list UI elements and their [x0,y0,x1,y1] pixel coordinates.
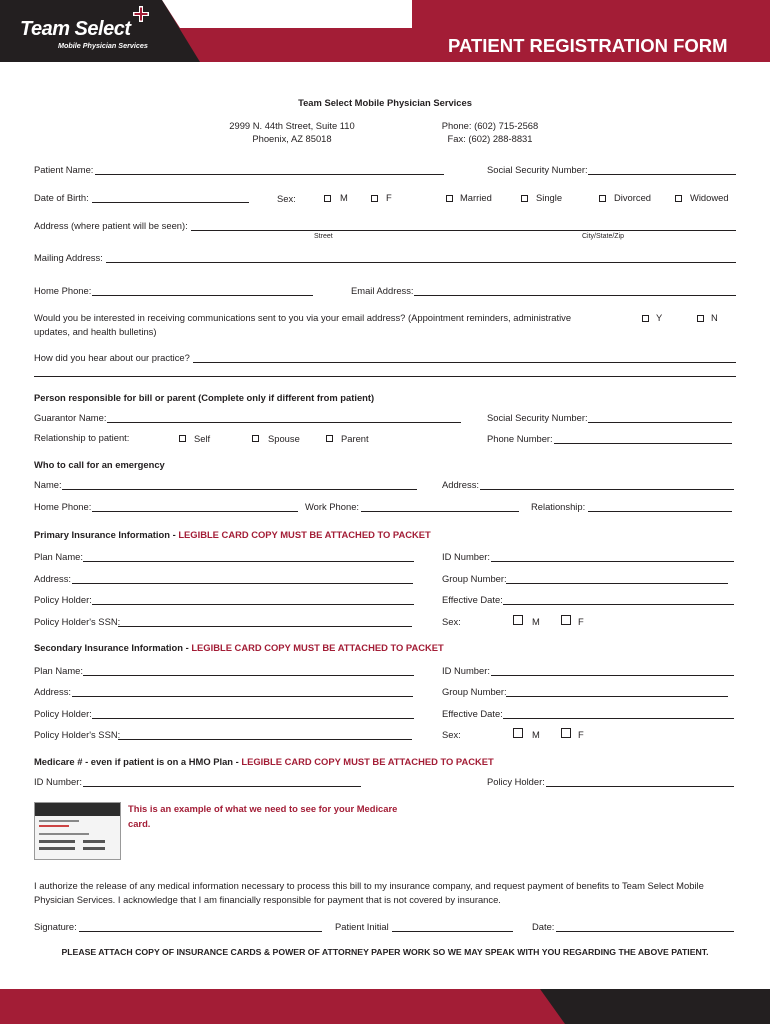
emergency-address-field[interactable] [480,489,734,490]
spouse-checkbox[interactable] [252,435,259,442]
email-yes-checkbox[interactable] [642,315,649,322]
patient-name-field[interactable] [95,174,444,175]
date-label: Date: [532,921,555,932]
parent-label: Parent [341,433,369,444]
emergency-name-label: Name: [34,479,62,490]
primary-effective-field[interactable] [503,604,734,605]
logo-tagline: Mobile Physician Services [58,41,148,50]
date-field[interactable] [556,931,734,932]
secondary-sex-label: Sex: [442,729,461,740]
address-label: Address (where patient will be seen): [34,220,188,231]
secondary-id-field[interactable] [491,675,734,676]
emergency-work-phone-field[interactable] [361,511,519,512]
primary-holder-ssn-field[interactable] [118,626,412,627]
secondary-insurance-heading [34,642,444,654]
medicare-holder-label: Policy Holder: [487,776,545,787]
secondary-holder-label: Policy Holder: [34,708,92,719]
primary-sex-m-checkbox[interactable] [513,615,523,625]
primary-holder-ssn-label: Policy Holder's SSN: [34,616,121,627]
primary-sex-f-checkbox[interactable] [561,615,571,625]
email-yes-label: Y [656,312,663,323]
org-street: 2999 N. 44th Street, Suite 110 [229,120,355,131]
guarantor-ssn-label: Social Security Number: [487,412,588,423]
primary-plan-field[interactable] [83,561,414,562]
secondary-holder-ssn-field[interactable] [118,739,412,740]
secondary-plan-field[interactable] [83,675,414,676]
primary-holder-field[interactable] [92,604,414,605]
emergency-address-label: Address: [442,479,479,490]
single-label: Single [536,192,563,203]
emergency-home-phone-label: Home Phone: [34,501,92,512]
referral-field[interactable] [193,362,736,363]
guarantor-phone-label: Phone Number: [487,433,553,444]
secondary-sex-m-label: M [532,729,540,740]
authorization-text-1: I authorize the release of any medical information necessary to process this bill to my insurance company, and request payment of benefits to Team Select Mobile [34,880,704,891]
medicare-heading [34,756,494,768]
self-label: Self [194,433,211,444]
primary-plan-label: Plan Name: [34,551,83,562]
medicare-card-line [83,847,105,850]
primary-effective-label: Effective Date: [442,594,503,605]
patient-name-label: Patient Name: [34,164,94,175]
secondary-holder-field[interactable] [92,718,414,719]
secondary-group-field[interactable] [506,696,728,697]
patient-initial-label: Patient Initial [335,921,389,932]
org-name: Team Select Mobile Physician Services [298,97,472,108]
secondary-group-label: Group Number: [442,686,507,697]
header-white-tab [162,0,412,28]
medicare-card-line [39,833,89,835]
sex-m-label: M [340,192,348,203]
dob-label: Date of Birth: [34,192,89,203]
medicare-example-note-2: card. [128,818,151,829]
secondary-id-label: ID Number: [442,665,490,676]
footer-instruction: PLEASE ATTACH COPY OF INSURANCE CARDS & POWER OF ATTORNEY PAPER WORK SO WE MAY SPEAK WITH YOU REGARDING THE ABOVE PATIENT. [61,947,709,957]
secondary-sex-f-label: F [578,729,584,740]
city-state-zip-caption: City/State/Zip [582,233,625,240]
dob-field[interactable] [92,202,249,203]
authorization-text-2: Physician Services. I acknowledge that I am financially responsible for payment that is not covered by insurance. [34,894,501,905]
sex-label: Sex: [277,193,296,204]
email-label: Email Address: [351,285,414,296]
referral-field-line-2[interactable] [34,376,736,377]
sex-f-checkbox[interactable] [371,195,378,202]
self-checkbox[interactable] [179,435,186,442]
guarantor-name-label: Guarantor Name: [34,412,107,423]
primary-group-field[interactable] [506,583,728,584]
primary-address-label: Address: [34,573,71,584]
widowed-checkbox[interactable] [675,195,682,202]
secondary-holder-ssn-label: Policy Holder's SSN: [34,729,121,740]
email-field[interactable] [414,295,736,296]
primary-id-field[interactable] [491,561,734,562]
org-phone: Phone: (602) 715-2568 [441,120,539,131]
guarantor-ssn-field[interactable] [588,422,732,423]
primary-address-field[interactable] [72,583,413,584]
secondary-effective-field[interactable] [503,718,734,719]
medicare-card-header-band [35,803,120,816]
medical-cross-icon [133,6,149,22]
primary-id-label: ID Number: [442,551,490,562]
medicare-card-example-image [34,802,121,860]
email-question-line-2: updates, and health bulletins) [34,326,157,337]
email-no-checkbox[interactable] [697,315,704,322]
secondary-address-label: Address: [34,686,71,697]
primary-group-label: Group Number: [442,573,507,584]
guarantor-name-field[interactable] [107,422,461,423]
medicare-card-line [83,840,105,843]
widowed-label: Widowed [690,192,729,203]
patient-ssn-label: Social Security Number: [487,164,588,175]
married-checkbox[interactable] [446,195,453,202]
primary-holder-label: Policy Holder: [34,594,92,605]
parent-checkbox[interactable] [326,435,333,442]
medicare-example-note-1: This is an example of what we need to see for your Medicare [128,803,398,814]
emergency-heading: Who to call for an emergency [34,459,165,470]
patient-initial-field[interactable] [392,931,513,932]
address-field[interactable] [191,230,736,231]
relationship-label: Relationship to patient: [34,432,130,443]
medicare-card-line [39,840,75,843]
home-phone-field[interactable] [92,295,313,296]
primary-sex-f-label: F [578,616,584,627]
medicare-card-line [39,820,79,822]
org-city: Phoenix, AZ 85018 [252,133,332,144]
referral-label: How did you hear about our practice? [34,352,190,363]
medicare-card-line [39,825,69,827]
sex-m-checkbox[interactable] [324,195,331,202]
divorced-label: Divorced [614,192,651,203]
street-caption: Street [314,233,333,240]
single-checkbox[interactable] [521,195,528,202]
org-fax: Fax: (602) 288-8831 [447,133,533,144]
medicare-card-line [39,847,75,850]
divorced-checkbox[interactable] [599,195,606,202]
married-label: Married [460,192,492,203]
medicare-id-label: ID Number: [34,776,82,787]
logo-wordmark: Team Select [20,18,131,40]
patient-ssn-field[interactable] [588,174,736,175]
form-title: PATIENT REGISTRATION FORM [448,35,728,56]
emergency-home-phone-field[interactable] [92,511,298,512]
primary-sex-m-label: M [532,616,540,627]
guarantor-phone-field[interactable] [554,443,732,444]
medicare-warning: LEGIBLE CARD COPY MUST BE ATTACHED TO PACKET [241,756,494,767]
primary-heading-text: Primary Insurance Information - [34,529,179,540]
guarantor-heading: Person responsible for bill or parent (Complete only if different from patient) [34,392,375,403]
secondary-effective-label: Effective Date: [442,708,503,719]
secondary-sex-f-checkbox[interactable] [561,728,571,738]
emergency-relationship-label: Relationship: [531,501,586,512]
primary-warning: LEGIBLE CARD COPY MUST BE ATTACHED TO PACKET [178,529,431,540]
signature-field[interactable] [79,931,322,932]
signature-label: Signature: [34,921,77,932]
medicare-id-field[interactable] [83,786,361,787]
secondary-heading-text: Secondary Insurance Information - [34,642,192,653]
mailing-address-field[interactable] [106,262,736,263]
sex-f-label: F [386,192,392,203]
home-phone-label: Home Phone: [34,285,92,296]
emergency-work-phone-label: Work Phone: [305,501,360,512]
emergency-name-field[interactable] [62,489,417,490]
email-no-label: N [711,312,718,323]
secondary-plan-label: Plan Name: [34,665,83,676]
emergency-relationship-field[interactable] [588,511,732,512]
mailing-address-label: Mailing Address: [34,252,103,263]
primary-insurance-heading [34,529,431,541]
email-question-line-1: Would you be interested in receiving communications sent to you via your email address? (Appointment reminders, administrative [34,312,572,323]
medicare-heading-text: Medicare # - even if patient is on a HMO Plan - [34,756,242,767]
medicare-holder-field[interactable] [546,786,734,787]
secondary-address-field[interactable] [72,696,413,697]
secondary-sex-m-checkbox[interactable] [513,728,523,738]
secondary-warning: LEGIBLE CARD COPY MUST BE ATTACHED TO PACKET [191,642,444,653]
primary-sex-label: Sex: [442,616,461,627]
spouse-label: Spouse [268,433,300,444]
